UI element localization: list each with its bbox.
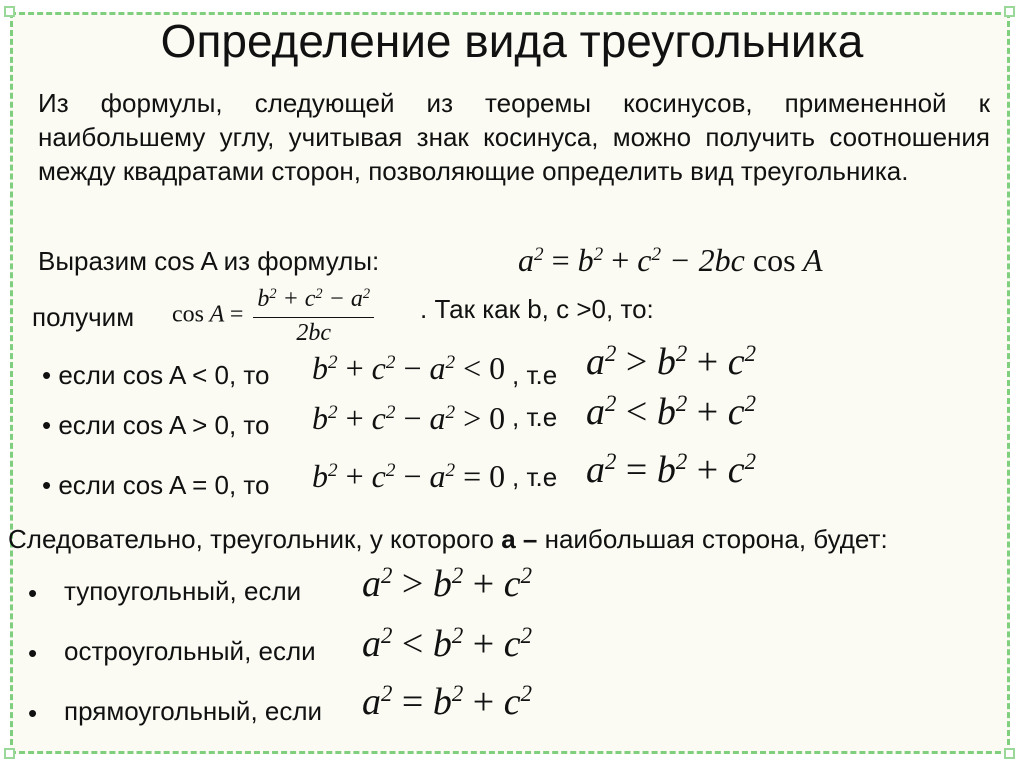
case-cos-positive-te: , т.е [512, 402, 558, 432]
case-cos-zero-label: • если cos A = 0, то [42, 470, 270, 500]
case-cos-negative-label: • если cos A < 0, то [42, 360, 270, 390]
frame-corner-handle [4, 748, 15, 759]
result-condition: . Так как b, c >0, то: [420, 294, 654, 324]
type-obtuse-label: тупоугольный, если [64, 576, 302, 606]
type-right-bullet: • [28, 698, 38, 728]
case-cos-positive-label: • если cos A > 0, то [42, 410, 270, 440]
type-right-condition: $a^2 = b^2 + c^2$ [362, 681, 532, 723]
type-obtuse-bullet: • [28, 578, 38, 608]
type-acute-label: остроугольный, если [64, 636, 316, 666]
frame-corner-handle [1004, 748, 1015, 759]
case-cos-positive-inequality: $b^2 + c^2 - a^2 > 0$ [312, 400, 506, 436]
type-right-label: прямоугольный, если [64, 696, 323, 726]
type-obtuse-condition: $a^2 > b^2 + c^2$ [362, 563, 532, 605]
case-cos-zero-equation: $b^2 + c^2 - a^2 = 0$ [312, 458, 506, 494]
case-cos-zero-te: , т.е [512, 462, 558, 492]
conclusion-text: Следовательно, треугольник, у которого a – наибольшая сторона, будет: [8, 524, 888, 554]
express-label: Выразим cos A из формулы: [38, 246, 380, 276]
result-label: получим [32, 302, 135, 332]
cos-a-fraction: cos A = $\frac{b^2 + c^2 - a^2}{2bc}$ [172, 284, 374, 348]
case-cos-negative-result: $a^2 > b^2 + c^2$ [586, 341, 756, 383]
intro-paragraph: Из формулы, следующей из теоремы косинусов, примененной к наибольшему углу, учитывая знак косинуса, можно получить соотношения между квадратами сторон, позволяющие определить вид треугольника. [38, 88, 990, 186]
case-cos-negative-te: , т.е [512, 360, 558, 390]
slide-title: Определение вида треугольника [160, 15, 864, 67]
case-cos-positive-result: $a^2 < b^2 + c^2$ [586, 391, 756, 433]
type-acute-condition: $a^2 < b^2 + c^2$ [362, 623, 532, 665]
cosine-law-formula: $a^2 = b^2 + c^2 - 2bc$ cos A [518, 242, 823, 278]
case-cos-negative-inequality: $b^2 + c^2 - a^2 < 0$ [312, 350, 506, 386]
case-cos-zero-result: $a^2 = b^2 + c^2$ [586, 449, 756, 491]
type-acute-bullet: • [28, 638, 38, 668]
